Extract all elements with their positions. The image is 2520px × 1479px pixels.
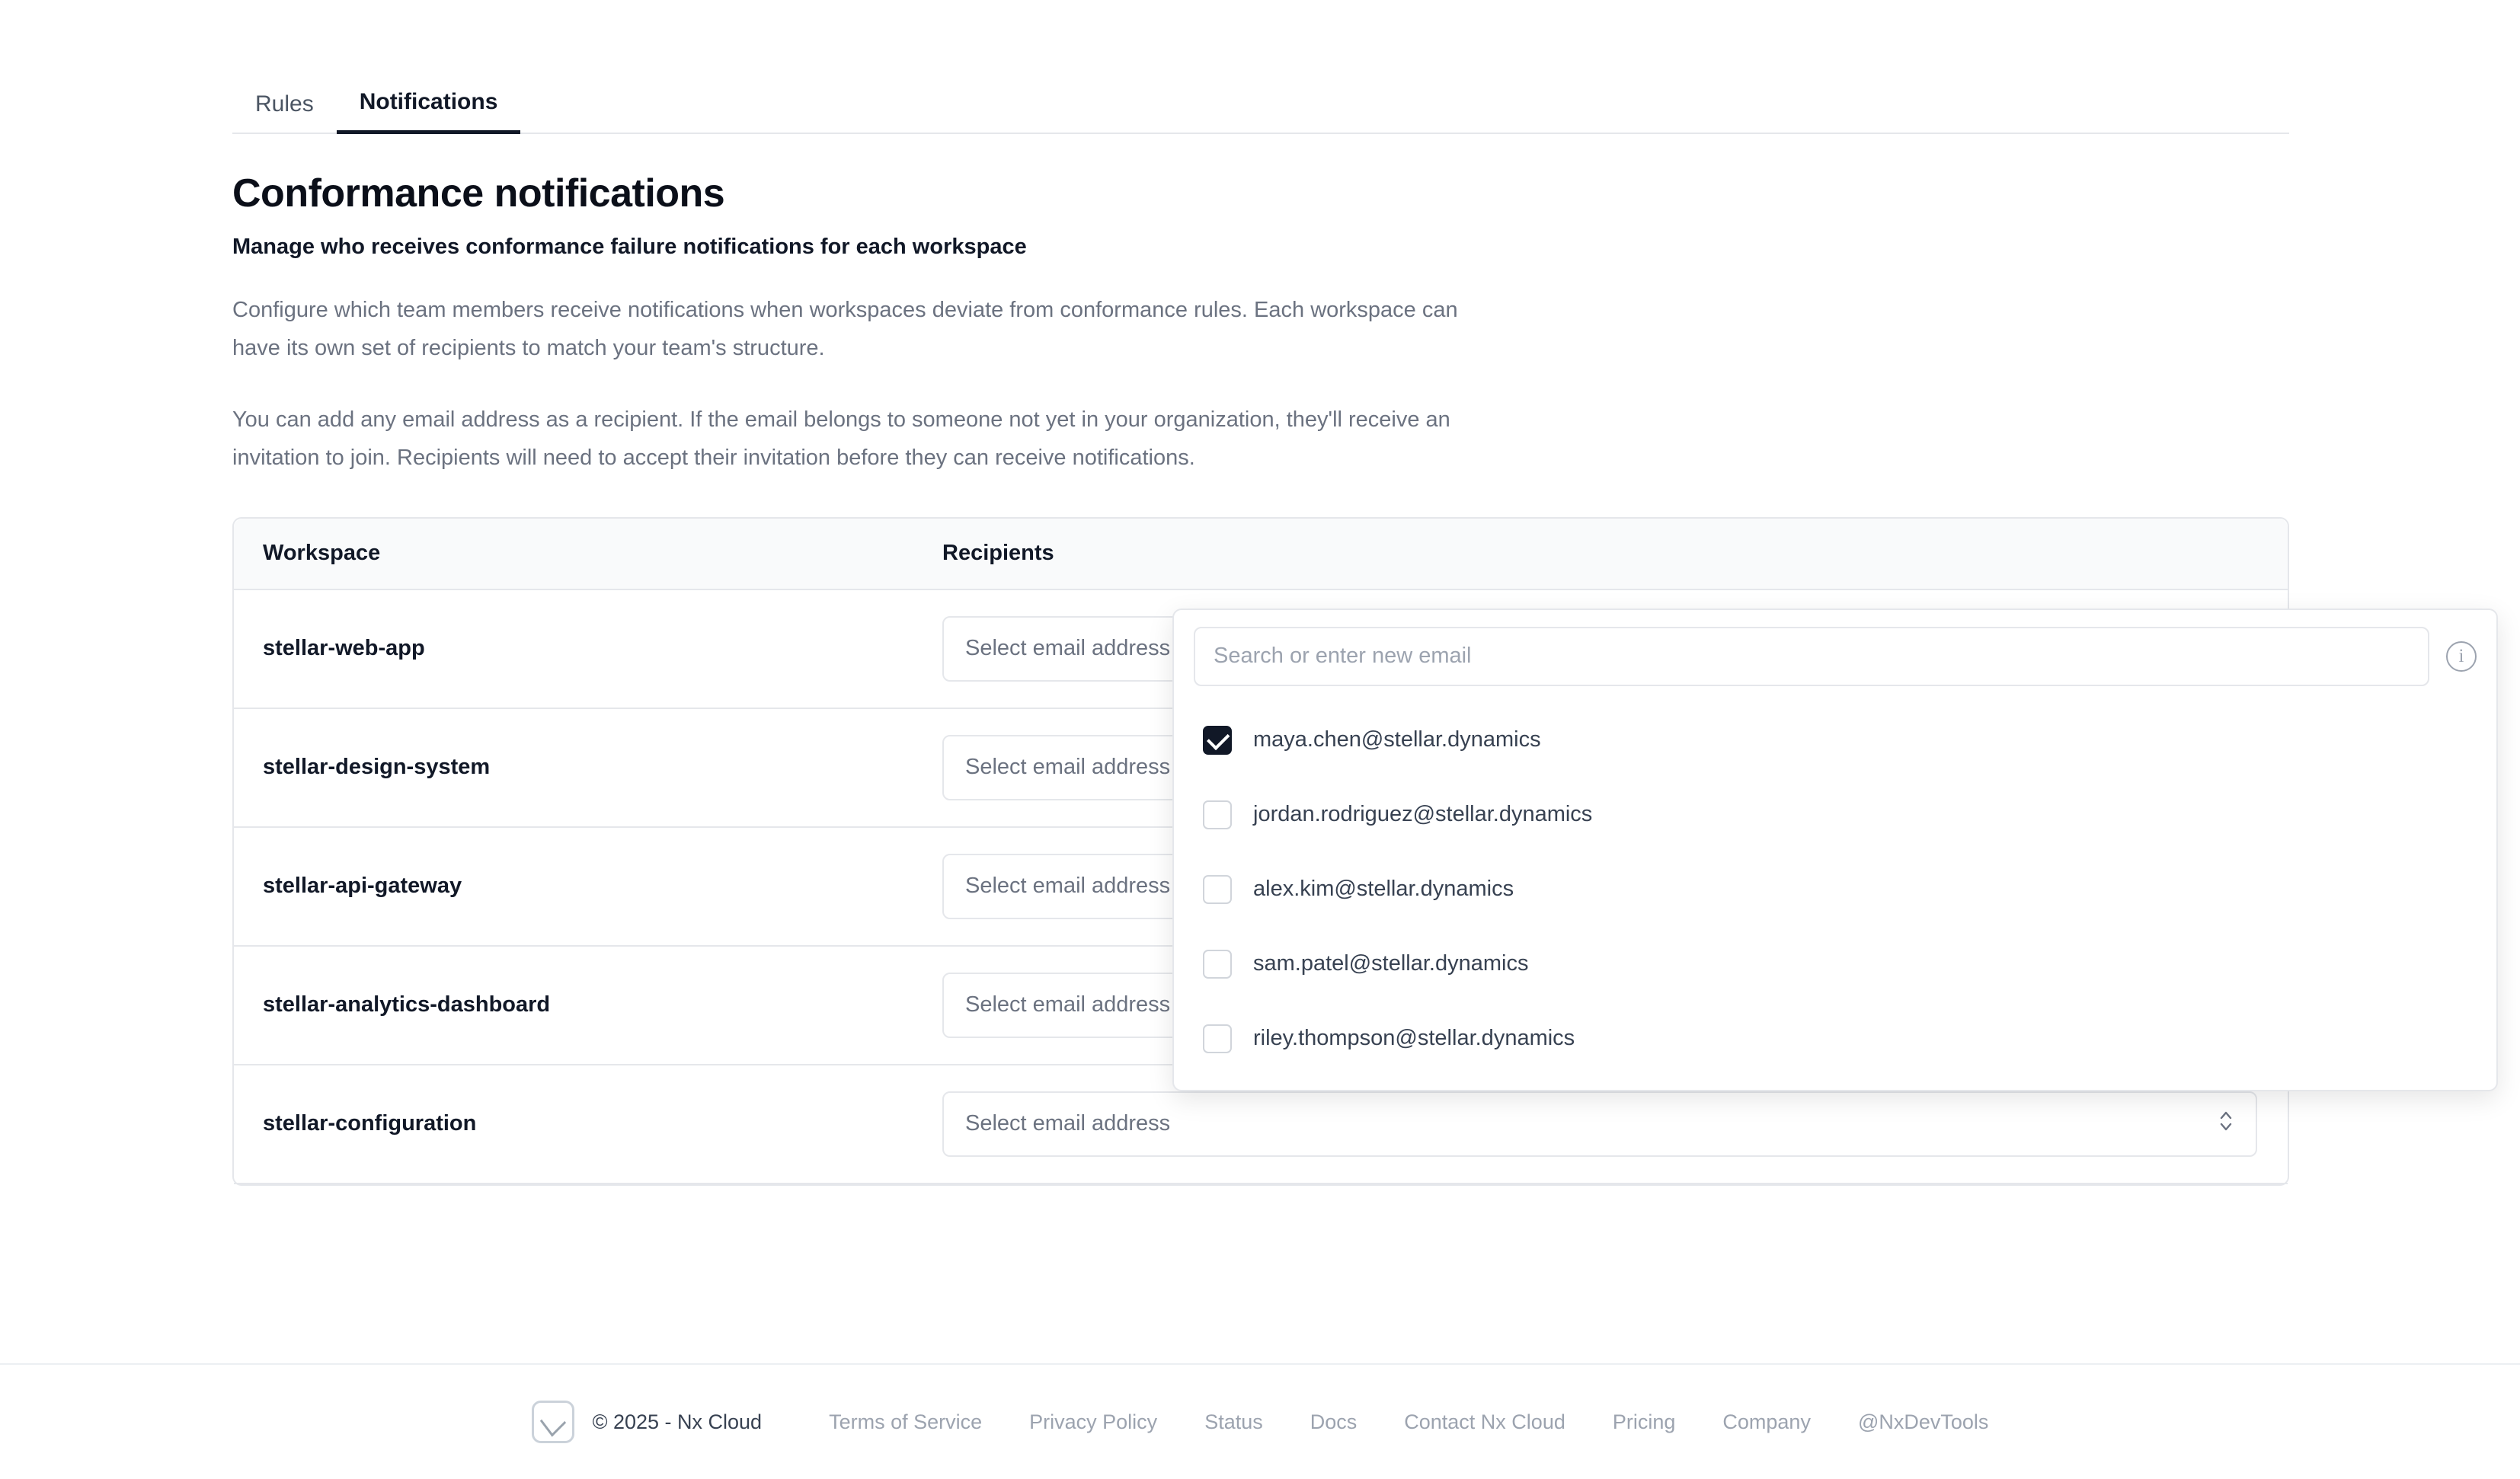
dropdown-option-label: alex.kim@stellar.dynamics — [1253, 877, 1514, 901]
footer-link-contact-nx-cloud[interactable]: Contact Nx Cloud — [1404, 1410, 1565, 1433]
footer-link-terms-of-service[interactable]: Terms of Service — [829, 1410, 983, 1433]
footer-link-company[interactable]: Company — [1722, 1410, 1811, 1433]
recipients-cell — [942, 1091, 2288, 1157]
dropdown-option[interactable] — [1174, 778, 2496, 852]
workspace-name: stellar-configuration — [263, 1111, 477, 1136]
tab-notifications[interactable]: Notifications — [337, 91, 521, 134]
dropdown-option[interactable] — [1174, 703, 2496, 778]
page-title: Conformance notifications — [232, 171, 725, 216]
page-subtitle: Manage who receives conformance failure notifications for each workspace — [232, 235, 1027, 259]
content-container — [232, 76, 2464, 1186]
workspace-name: stellar-analytics-dashboard — [263, 992, 551, 1017]
table-header-row — [234, 519, 2288, 590]
recipients-select-value: Select email address — [965, 755, 1171, 779]
dropdown-search-row — [1174, 610, 2496, 703]
recipients-select[interactable] — [942, 1091, 2257, 1157]
footer-content — [532, 1401, 1989, 1443]
checkbox-checked-icon[interactable] — [1203, 726, 1232, 755]
footer-copyright: © 2025 - Nx Cloud — [592, 1410, 763, 1433]
dropdown-option[interactable] — [1174, 1001, 2496, 1076]
dropdown-option-label: sam.patel@stellar.dynamics — [1253, 951, 1529, 976]
description-paragraph-1: Configure which team members receive notifications when workspaces deviate from conformance rules. Each workspace can have its own set of recipients to match your team's structure. — [232, 298, 1458, 360]
dropdown-option[interactable] — [1174, 852, 2496, 927]
logo-glyph — [539, 1407, 565, 1436]
recipients-select-value: Select email address — [965, 1111, 1171, 1136]
recipients-select-value: Select email address — [965, 636, 1171, 660]
footer-link-status[interactable]: Status — [1204, 1410, 1263, 1433]
footer-link-privacy-policy[interactable]: Privacy Policy — [1029, 1410, 1158, 1433]
info-icon[interactable]: i — [2446, 641, 2477, 672]
footer-link-pricing[interactable]: Pricing — [1612, 1410, 1676, 1433]
recipients-select-value: Select email address — [965, 992, 1171, 1017]
page-footer — [0, 1363, 2520, 1479]
workspace-name: stellar-api-gateway — [263, 874, 462, 898]
footer-link-docs[interactable]: Docs — [1310, 1410, 1358, 1433]
chevron-updown-icon — [2218, 1108, 2234, 1140]
dropdown-option-label: riley.thompson@stellar.dynamics — [1253, 1026, 1575, 1050]
checkbox-icon[interactable] — [1203, 800, 1232, 829]
tab-rules[interactable]: Rules — [232, 93, 337, 133]
recipients-select-value: Select email address — [965, 874, 1171, 898]
column-header-recipients: Recipients — [942, 541, 1054, 565]
tab-bar — [232, 76, 2289, 134]
dropdown-option-label: maya.chen@stellar.dynamics — [1253, 727, 1541, 752]
notifications-table — [232, 517, 2464, 1186]
workspace-name: stellar-web-app — [263, 636, 425, 660]
checkbox-icon[interactable] — [1203, 950, 1232, 979]
column-header-workspace: Workspace — [263, 541, 381, 565]
dropdown-option-list — [1174, 703, 2496, 1090]
footer-link-twitter[interactable]: @NxDevTools — [1857, 1410, 1989, 1433]
description-paragraph-2: You can add any email address as a recipient. If the email belongs to someone not yet in your organization, they'll receive an invitation to join. Recipients will need to accept their invitation before they can receive notifications. — [232, 407, 1450, 470]
nx-cloud-logo-icon — [532, 1401, 574, 1443]
recipients-dropdown-panel — [1172, 609, 2498, 1091]
checkbox-icon[interactable] — [1203, 875, 1232, 904]
dropdown-option[interactable] — [1174, 927, 2496, 1001]
checkbox-icon[interactable] — [1203, 1024, 1232, 1053]
workspace-name: stellar-design-system — [263, 755, 491, 779]
email-search-input[interactable] — [1194, 627, 2429, 686]
dropdown-option-label: jordan.rodriguez@stellar.dynamics — [1253, 802, 1593, 826]
